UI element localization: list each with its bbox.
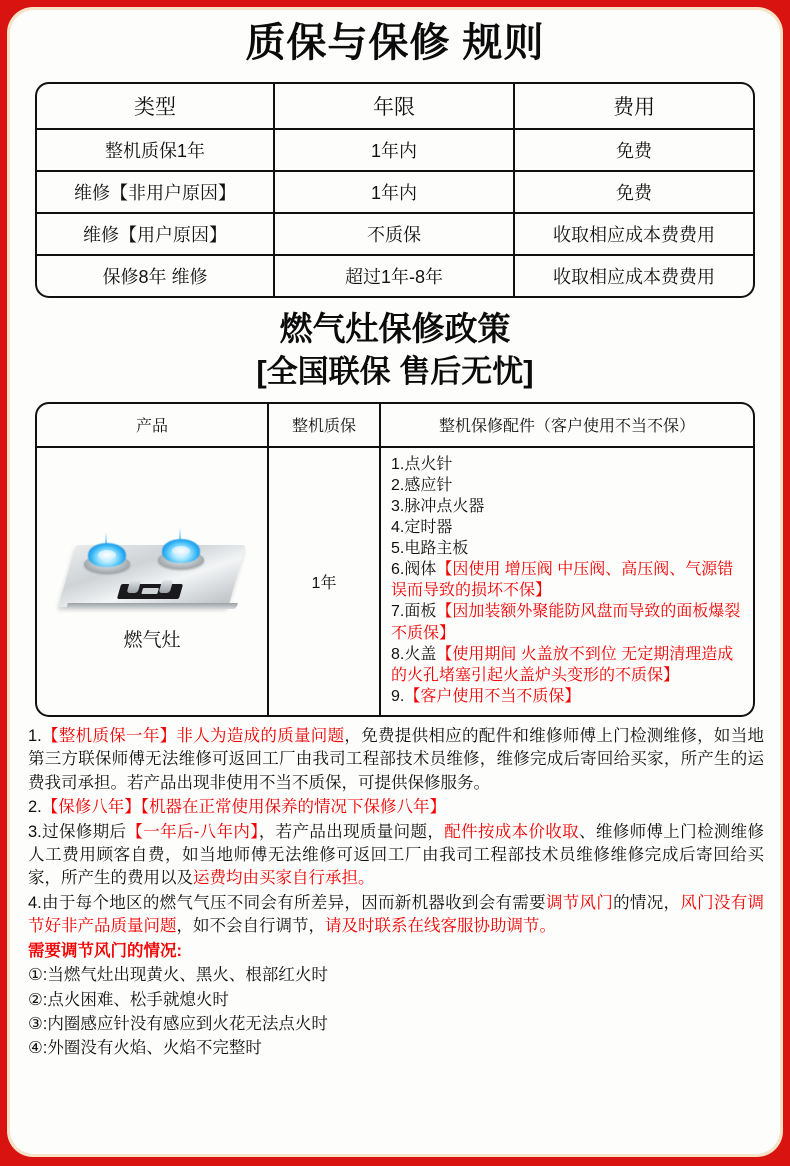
warranty-period-cell: 1年 — [269, 448, 381, 717]
section-title: 燃气灶保修政策 — [279, 310, 511, 347]
product-label: 燃气灶 — [123, 629, 181, 651]
section-subtitle: [全国联保 售后无忧] — [256, 353, 534, 389]
condition-item-2: ②:点火困难、松手就熄火时 — [28, 990, 229, 1009]
header-covered-parts: 整机保修配件（客户使用不当不保） — [381, 402, 755, 448]
cream-border-panel — [7, 7, 783, 1157]
product-warranty-table-wrapper — [35, 402, 755, 717]
condition-item-4: ④:外圈没有火焰、火焰不完整时 — [28, 1039, 262, 1058]
table-header-row — [35, 402, 755, 448]
page-title: 质保与保修 规则 — [245, 21, 545, 65]
product-warranty-table — [35, 402, 755, 717]
cell-type: 维修【用户原因】 — [35, 214, 275, 256]
part-item-4: 4.定时器 — [391, 518, 453, 536]
cell-type: 维修【非用户原因】 — [35, 172, 275, 214]
table-header-row — [35, 82, 755, 130]
part-item-8: 8.火盖【使用期间 火盖放不到位 无定期清理造成的火孔堵塞引起火盖炉头变形的不质保】 — [391, 645, 734, 684]
covered-parts-cell — [381, 448, 755, 717]
cell-type: 保修8年 维修 — [35, 256, 275, 298]
table-row — [35, 256, 755, 298]
part-item-1: 1.点火针 — [391, 455, 453, 473]
burner-right-icon — [155, 537, 207, 571]
header-fee: 费用 — [515, 82, 755, 130]
notes-section — [28, 725, 764, 1061]
content-panel — [10, 10, 780, 1154]
table-row — [35, 448, 755, 717]
condition-item-3: ③:内圈感应针没有感应到火花无法点火时 — [28, 1015, 328, 1034]
burner-left-icon — [81, 541, 133, 575]
part-item-2: 2.感应针 — [391, 476, 453, 494]
header-product: 产品 — [35, 402, 269, 448]
cell-fee: 免费 — [515, 172, 755, 214]
part-item-6: 6.阀体【因使用 增压阀 中压阀、高压阀、气源错误而导致的损坏不保】 — [391, 561, 734, 600]
note-4: 4.由于每个地区的燃气气压不同会有所差异，因而新机器收到会有需要调节风门的情况，风门没有调节好非产品质量问题，如不会自行调节，请及时联系在线客服协助调节。 — [28, 893, 765, 936]
product-cell — [35, 448, 269, 717]
cell-fee: 收取相应成本费费用 — [515, 256, 755, 298]
header-term: 年限 — [275, 82, 515, 130]
conditions-title: 需要调节风门的情况: — [28, 941, 182, 960]
control-panel-icon — [117, 584, 183, 599]
note-2: 2.【保修八年】【机器在正常使用保养的情况下保修八年】 — [28, 798, 447, 817]
part-item-3: 3.脉冲点火器 — [391, 497, 485, 515]
cell-term: 1年内 — [275, 172, 515, 214]
table-row — [35, 130, 755, 172]
cell-term: 不质保 — [275, 214, 515, 256]
cell-fee: 免费 — [515, 130, 755, 172]
table-row — [35, 172, 755, 214]
part-item-5: 5.电路主板 — [391, 540, 469, 558]
warranty-rules-table-wrapper — [35, 82, 755, 298]
cell-term: 超过1年-8年 — [275, 256, 515, 298]
note-1: 1.【整机质保一年】非人为造成的质量问题，免费提供相应的配件和维修师傅上门检测维修，如当地第三方联保师傅无法维修可返回工厂由我司工程部技术员维修，维修完成后寄回给买家，所产生的运费我司承担。若产品出现非使用不当不质保，可提供保修服务。 — [28, 726, 765, 792]
header-whole-warranty: 整机质保 — [269, 402, 381, 448]
condition-item-1: ①:当燃气灶出现黄火、黑火、根部红火时 — [28, 966, 328, 985]
cell-type: 整机质保1年 — [35, 130, 275, 172]
note-3: 3.过保修期后【一年后-八年内】，若产品出现质量问题，配件按成本价收取、维修师傅上门检测维修人工费用顾客自费，如当地师傅无法维修可返回工厂由我司工程部技术员维修维修完成后寄回给买家，所产生的费用以及运费均由买家自行承担。 — [28, 822, 765, 888]
part-item-7: 7.面板【因加装额外聚能防风盘而导致的面板爆裂不质保】 — [391, 603, 741, 642]
table-row — [35, 214, 755, 256]
gas-stove-icon — [59, 515, 245, 619]
header-type: 类型 — [35, 82, 275, 130]
warranty-rules-table — [35, 82, 755, 298]
part-item-9: 9.【客户使用不当不质保】 — [391, 687, 581, 705]
cell-fee: 收取相应成本费费用 — [515, 214, 755, 256]
cell-term: 1年内 — [275, 130, 515, 172]
